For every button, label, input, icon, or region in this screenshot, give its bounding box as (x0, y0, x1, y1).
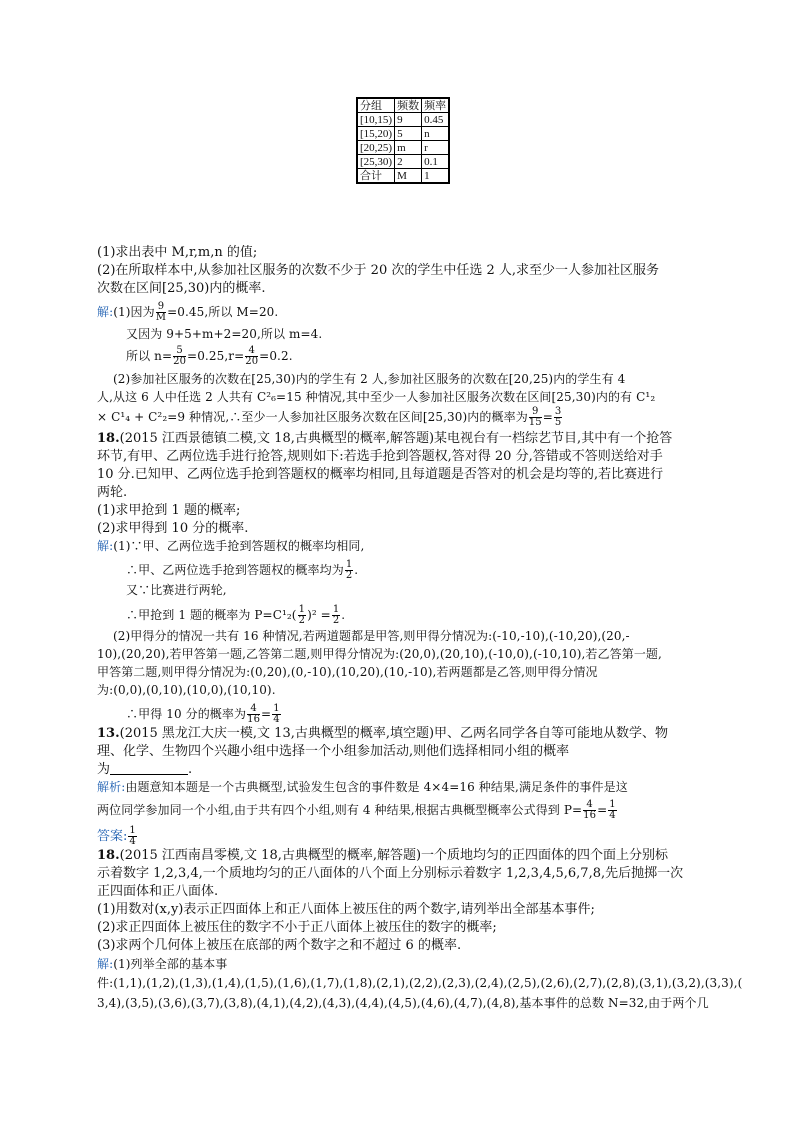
solution-line: 件:(1,1),(1,2),(1,3),(1,4),(1,5),(1,6),(1,7),(1,8),(2,1),(2,2),(2,3),(2,4),(2,5),(2,6),(2,7),(2,8),(3,1),(3,2),(3,3),( (97, 976, 743, 990)
answer-blank (110, 762, 188, 775)
question-text: 18.(2015 江西景德镇二模,文 18,古典概型的概率,解答题)某电视台有一档综艺节目,其中有一个抢答 (97, 431, 673, 446)
question-text: 10 分.已知甲、乙两位选手抢到答题权的概率均相同,且每道题是否答对的机会是均等的,若比赛进行 (97, 467, 664, 482)
table-row (357, 127, 449, 141)
table-cell: r (422, 141, 450, 155)
solution-line: 解:(1)∵甲、乙两位选手抢到答题权的概率均相同, (97, 539, 365, 553)
solution-line: 人,从这 6 人中任选 2 人共有 C²₆=15 种情况,其中至少一人参加社区服务次数在区间[25,30)内的有 C¹₂ (97, 390, 656, 404)
fraction: $\frac{1}{4}$ (609, 799, 616, 821)
solution-line: 解:(1)列举全部的基本事 (97, 957, 228, 971)
solution-label: 解: (97, 305, 114, 319)
answer-line (97, 826, 697, 847)
solution-line: 甲答第二题,则甲得分情况为:(0,20),(0,-10),(10,20),(10,-10),若两题都是乙答,则甲得分情况 (97, 665, 598, 679)
table-row (357, 141, 449, 155)
table-cell: 2 (395, 155, 422, 169)
solution-line: 解析:由题意知本题是一个古典概型,试验发生包含的事件数是 4×4=16 种结果,满足条件的事件是这 (97, 780, 628, 794)
analysis-label: 解析: (97, 780, 126, 794)
question-part-1: (1)用数对(x,y)表示正四面体上和正八面体上被压住的两个数字,请列举出全部基本事件; (97, 902, 595, 917)
frequency-table (356, 97, 450, 184)
fraction: $\frac{4}{20}$ (245, 345, 259, 367)
fraction: $\frac{4}{16}$ (247, 703, 261, 725)
question-text: 13.(2015 黑龙江大庆一模,文 13,古典概型的概率,填空题)甲、乙两名同学各自等可能地从数学、物 (97, 726, 669, 741)
question-text: 18.(2015 江西南昌零模,文 18,古典概型的概率,解答题)一个质地均匀的正四面体的四个面上分别标 (97, 848, 669, 863)
table-cell: m (395, 141, 422, 155)
question-part-1: (1)求甲抢到 1 题的概率; (97, 503, 241, 518)
question-number: 18. (97, 848, 120, 863)
solution-line: × C¹₄ + C²₂=9 种情况,∴至少一人参加社区服务次数在区间[25,30)内的概率为 $\frac{9}{15}$ = $\frac{3}{5}$ (97, 406, 562, 428)
fraction: $\frac{9}{15}$ (528, 406, 542, 428)
question-text: 环节,有甲、乙两位选手进行抢答,规则如下:若选手抢到答题权,答对得 20 分,答错或不答则送给对手 (97, 449, 663, 464)
question-part-2-cont: 次数在区间[25,30)内的概率. (97, 281, 266, 296)
fraction: $\frac{3}{5}$ (554, 406, 562, 428)
question-number: 18. (97, 431, 120, 446)
question-text: 两轮. (97, 485, 128, 500)
table-row (357, 155, 449, 169)
question-part-2: (2)求甲得到 10 分的概率. (97, 521, 249, 536)
solution-line: ∴甲得 10 分的概率为 $\frac{4}{16}$ = $\frac{1}{4}$ (126, 703, 280, 725)
solution-line: 为:(0,0),(0,10),(10,0),(10,10). (97, 683, 276, 697)
table-cell: [25,30) (357, 155, 395, 169)
table-row (357, 113, 449, 127)
fraction: $\frac{1}{4}$ (273, 703, 280, 725)
solution-line: 10),(20,20),若甲答第一题,乙答第二题,则甲得分情况为:(20,0),(20,10),(-10,0),(-10,10),若乙答第一题, (97, 647, 662, 661)
fraction: $\frac{9}{M}$ (155, 301, 167, 323)
table-cell: 0.45 (422, 113, 450, 127)
solution-line: 3,4),(3,5),(3,6),(3,7),(3,8),(4,1),(4,2),(4,3),(4,4),(4,5),(4,6),(4,7),(4,8),基本事件的总数 N=32,由于两个几 (97, 996, 709, 1010)
table-cell: 0.1 (422, 155, 450, 169)
table-cell: 分组 (357, 98, 395, 113)
question-text: 为 . (97, 762, 193, 777)
table-cell: 5 (395, 127, 422, 141)
table-cell: 频率 (422, 98, 450, 113)
fraction: $\frac{1}{4}$ (129, 825, 136, 847)
table-cell: 合计 (357, 169, 395, 184)
question-part-3: (3)求两个几何体上被压在底部的两个数字之和不超过 6 的概率. (97, 938, 462, 953)
table-cell: 1 (422, 169, 450, 184)
solution-line: (2)参加社区服务的次数在[25,30)内的学生有 2 人,参加社区服务的次数在[20,25)内的学生有 4 (113, 372, 626, 386)
solution-line: 所以 n= $\frac{5}{20}$ =0.25,r= $\frac{4}{20}$ =0.2. (126, 345, 293, 367)
question-text: 正四面体和正八面体. (97, 884, 219, 899)
question-part-2: (2)求正四面体上被压住的数字不小于正八面体上被压住的数字的概率; (97, 920, 497, 935)
fraction: $\frac{4}{16}$ (583, 799, 597, 821)
table-cell: 9 (395, 113, 422, 127)
solution-label: 解: (97, 539, 114, 553)
question-text: 理、化学、生物四个兴趣小组中选择一个小组参加活动,则他们选择相同小组的概率 (97, 744, 570, 759)
solution-line: 解:(1)因为 $\frac{9}{M}$ =0.45,所以 M=20. (97, 301, 279, 323)
solution-line: 又∵比赛进行两轮, (126, 583, 227, 597)
table-cell: 频数 (395, 98, 422, 113)
question-number: 13. (97, 726, 120, 741)
question-part-2: (2)在所取样本中,从参加社区服务的次数不少于 20 次的学生中任选 2 人,求至少一人参加社区服务 (97, 263, 660, 278)
table-row (357, 169, 449, 184)
solution-line: 又因为 9+5+m+2=20,所以 m=4. (126, 327, 323, 341)
fraction: $\frac{1}{2}$ (332, 604, 340, 626)
fraction: $\frac{1}{2}$ (298, 604, 306, 626)
solution-line: ∴甲抢到 1 题的概率为 P=C¹₂( $\frac{1}{2}$ )² = $\frac{1}{2}$ . (126, 604, 346, 626)
solution-line: 两位同学参加同一个小组,由于共有四个小组,则有 4 种结果,根据古典概型概率公式得到 P= $\frac{4}{16}$ = $\frac{1}{4}$ (97, 799, 616, 821)
fraction: $\frac{5}{20}$ (173, 345, 187, 367)
table-cell: [10,15) (357, 113, 395, 127)
solution-line: (2)甲得分的情况一共有 16 种情况,若两道题都是甲答,则甲得分情况为:(-10,-10),(-10,20),(20,- (113, 629, 630, 643)
table-header-row (357, 98, 449, 113)
table-cell: [20,25) (357, 141, 395, 155)
table-cell: n (422, 127, 450, 141)
table-cell: M (395, 169, 422, 184)
question-text: 示着数字 1,2,3,4,一个质地均匀的正八面体的八个面上分别标示着数字 1,2,3,4,5,6,7,8,先后抛掷一次 (97, 866, 684, 881)
table-cell: [15,20) (357, 127, 395, 141)
solution-label: 解: (97, 957, 114, 971)
answer-label: 答案: (97, 829, 128, 844)
question-part-1: (1)求出表中 M,r,m,n 的值; (97, 245, 258, 260)
solution-line: ∴甲、乙两位选手抢到答题权的概率均为 $\frac{1}{2}$ . (126, 559, 359, 581)
fraction: $\frac{1}{2}$ (345, 559, 353, 581)
